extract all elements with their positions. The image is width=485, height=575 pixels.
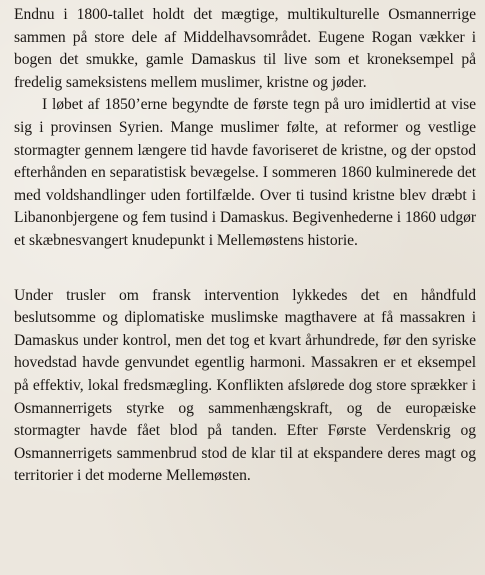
paragraph-intro: Endnu i 1800-tallet holdt det mægtige, multikulturelle Osmannerrige sammen på store dele af Middelhavsområdet. Eugene Rogan vækker i bogen det smukke, gamle Damaskus til live som et kroneksempel på fredelig sameksistens mellem muslimer, kristne og jøder. (14, 6, 476, 91)
paragraph-aftermath: Under trusler om fransk intervention lykkedes det en håndfuld beslutsomme og diplomatiske muslimske magthavere at få massakren i Damaskus under kontrol, men det tog et kvart århundrede, før den syriske hovedstad havde genvundet egentlig harmoni. Massakren er et eksempel på effektiv, lokal fredsmægling. Konflikten afslørede dog store sprækker i Osmannerrigets styrke og sammenhængskraft, og de europæiske stormagter havde fået blod på tanden. Efter Første Verdenskrig og Osmannerrigets sammenbrud stod de klar til at ekspandere deres magt og territorier i det moderne Mellemøsten. (14, 286, 476, 485)
paragraph-unrest: I løbet af 1850’erne begyndte de første tegn på uro imidlertid at vise sig i provinsen Syrien. Mange muslimer følte, at reformer og vestlige stormagter gennem længere tid havde favoriseret de kristne, og der opstod efterhånden en separatistisk bevægelse. I sommeren 1860 kulminerede det med voldshandlinger uden fortilfælde. Over ti tusind kristne blev dræbt i Libanonbjergene og fem tusind i Damaskus. Begivenhederne i 1860 udgør et skæbnesvangert knudepunkt i Mellemøstens historie. (14, 96, 476, 249)
paragraph-gap (14, 253, 476, 285)
